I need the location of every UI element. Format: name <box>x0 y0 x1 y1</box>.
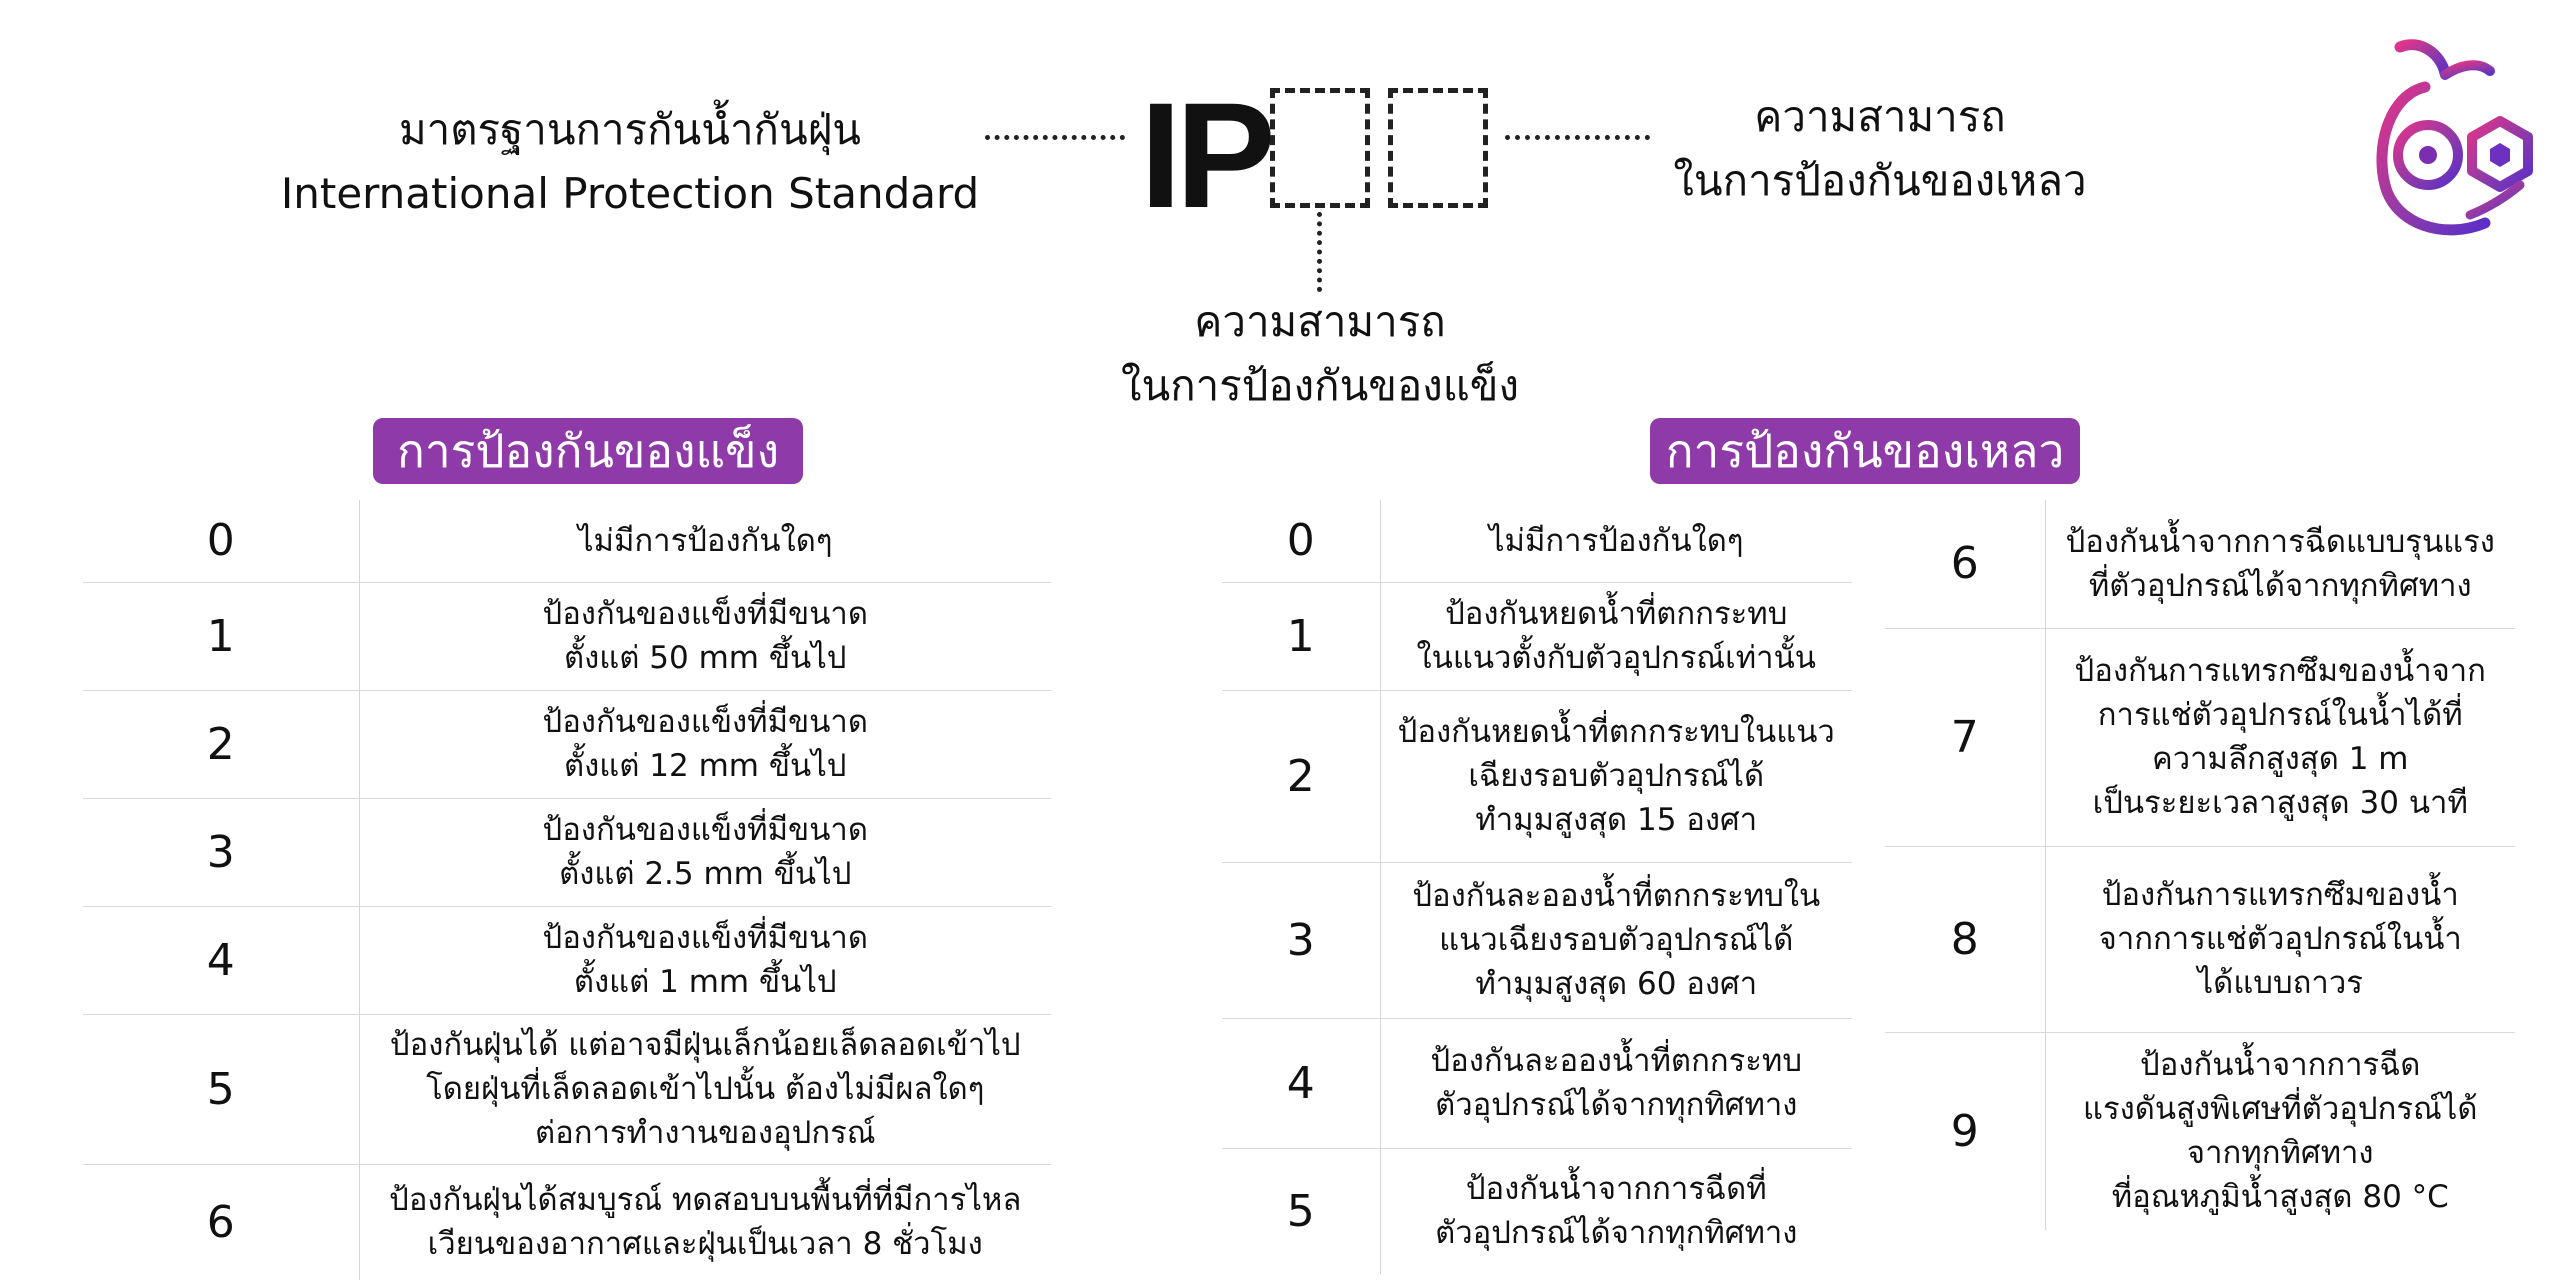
solid-digit-box <box>1270 88 1370 208</box>
table-row <box>1885 846 2515 1032</box>
level-number: 4 <box>1222 1018 1380 1148</box>
level-number: 9 <box>1885 1032 2045 1230</box>
level-number: 6 <box>83 1164 359 1280</box>
level-description: ป้องกันฝุ่นได้ แต่อาจมีฝุ่นเล็กน้อยเล็ดลอดเข้าไป โดยฝุ่นที่เล็ดลอดเข้าไปนั้น ต้องไม่มีผลใดๆ ต่อการทำงานของอุปกรณ์ <box>389 1027 1021 1151</box>
level-description: ป้องกันของแข็งที่มีขนาด ตั้งแต่ 12 mm ขึ้นไป <box>542 704 868 784</box>
table-row <box>1885 628 2515 846</box>
table-row <box>1222 500 1852 582</box>
level-number: 1 <box>83 582 359 690</box>
standard-title-thai: มาตรฐานการกันน้ำกันฝุ่น <box>398 105 862 154</box>
solid-caption-line2: ในการป้องกันของแข็ง <box>1120 361 1520 410</box>
solid-caption-line1: ความสามารถ <box>1194 297 1446 346</box>
table-row <box>1222 1148 1852 1274</box>
table-row <box>83 690 1051 798</box>
solid-section-title: การป้องกันของแข็ง <box>373 418 803 484</box>
table-row <box>1885 500 2515 628</box>
level-description: ป้องกันของแข็งที่มีขนาด ตั้งแต่ 2.5 mm ขึ้นไป <box>542 812 868 892</box>
level-number: 3 <box>1222 862 1380 1018</box>
liquid-caption-line1: ความสามารถ <box>1754 92 2006 141</box>
level-description: ป้องกันของแข็งที่มีขนาด ตั้งแต่ 1 mm ขึ้นไป <box>542 920 868 1000</box>
table-row <box>83 798 1051 906</box>
liquid-caption <box>1650 85 2110 213</box>
level-description: ป้องกันการแทรกซึมของน้ำจาก การแช่ตัวอุปกรณ์ในน้ำได้ที่ ความลึกสูงสุด 1 m เป็นระยะเวลาสูงสุด 30 นาที <box>2074 653 2486 821</box>
solid-caption <box>1000 290 1640 418</box>
level-number: 1 <box>1222 582 1380 690</box>
table-row <box>1885 1032 2515 1230</box>
level-number: 3 <box>83 798 359 906</box>
level-number: 0 <box>83 500 359 582</box>
level-description: ป้องกันหยดน้ำที่ตกกระทบ ในแนวตั้งกับตัวอุปกรณ์เท่านั้น <box>1416 596 1816 676</box>
owl-mascot-logo <box>2350 35 2550 255</box>
level-number: 4 <box>83 906 359 1014</box>
level-number: 2 <box>83 690 359 798</box>
solid-protection-table <box>83 500 1051 1280</box>
dotted-connector-down <box>1317 212 1322 292</box>
level-number: 2 <box>1222 690 1380 862</box>
level-description: ป้องกันฝุ่นได้สมบูรณ์ ทดสอบบนพื้นที่ที่มีการไหล เวียนของอากาศและฝุ่นเป็นเวลา 8 ชั่วโมง <box>389 1182 1022 1263</box>
dotted-connector-left <box>985 135 1125 140</box>
level-description: ไม่มีการป้องกันใดๆ <box>1488 522 1744 559</box>
level-description: ป้องกันละอองน้ำที่ตกกระทบ ตัวอุปกรณ์ได้จากทุกทิศทาง <box>1430 1043 1803 1123</box>
ip-label: IP <box>1140 71 1270 239</box>
level-number: 6 <box>1885 500 2045 628</box>
table-row <box>1222 1018 1852 1148</box>
table-row <box>83 906 1051 1014</box>
level-description: ป้องกันน้ำจากการฉีดที่ ตัวอุปกรณ์ได้จากทุกทิศทาง <box>1435 1171 1798 1252</box>
liquid-section-title: การป้องกันของเหลว <box>1650 418 2080 484</box>
level-description: ป้องกันน้ำจากการฉีดแบบรุนแรง ที่ตัวอุปกรณ์ได้จากทุกทิศทาง <box>2065 523 2495 604</box>
standard-title <box>270 98 990 226</box>
table-row <box>1222 862 1852 1018</box>
standard-title-english: International Protection Standard <box>280 169 980 218</box>
liquid-protection-table-right <box>1885 500 2515 1230</box>
level-number: 5 <box>1222 1148 1380 1274</box>
level-number: 5 <box>83 1014 359 1164</box>
level-number: 7 <box>1885 628 2045 846</box>
table-row <box>1222 690 1852 862</box>
level-description: ป้องกันการแทรกซึมของน้ำ จากการแช่ตัวอุปกรณ์ในน้ำ ได้แบบถาวร <box>2098 877 2462 1001</box>
level-description: ป้องกันละอองน้ำที่ตกกระทบใน แนวเฉียงรอบตัวอุปกรณ์ได้ ทำมุมสูงสุด 60 องศา <box>1412 878 1821 1002</box>
liquid-caption-line2: ในการป้องกันของเหลว <box>1673 156 2087 205</box>
level-description: ป้องกันน้ำจากการฉีด แรงดันสูงพิเศษที่ตัวอุปกรณ์ได้ จากทุกทิศทาง ที่อุณหภูมิน้ำสูงสุด 80 °C <box>2083 1047 2478 1216</box>
level-description: ป้องกันหยดน้ำที่ตกกระทบในแนว เฉียงรอบตัวอุปกรณ์ได้ ทำมุมสูงสุด 15 องศา <box>1397 714 1835 838</box>
dotted-connector-right <box>1505 135 1650 140</box>
liquid-protection-table-left <box>1222 500 1852 1274</box>
liquid-digit-box <box>1388 88 1488 208</box>
table-row <box>1222 582 1852 690</box>
table-row <box>83 582 1051 690</box>
level-number: 0 <box>1222 500 1380 582</box>
table-row <box>83 1164 1051 1280</box>
table-row <box>83 500 1051 582</box>
level-number: 8 <box>1885 846 2045 1032</box>
table-row <box>83 1014 1051 1164</box>
level-description: ไม่มีการป้องกันใดๆ <box>577 522 833 559</box>
level-description: ป้องกันของแข็งที่มีขนาด ตั้งแต่ 50 mm ขึ้นไป <box>542 596 868 676</box>
owl-mascot-icon <box>2350 35 2550 255</box>
